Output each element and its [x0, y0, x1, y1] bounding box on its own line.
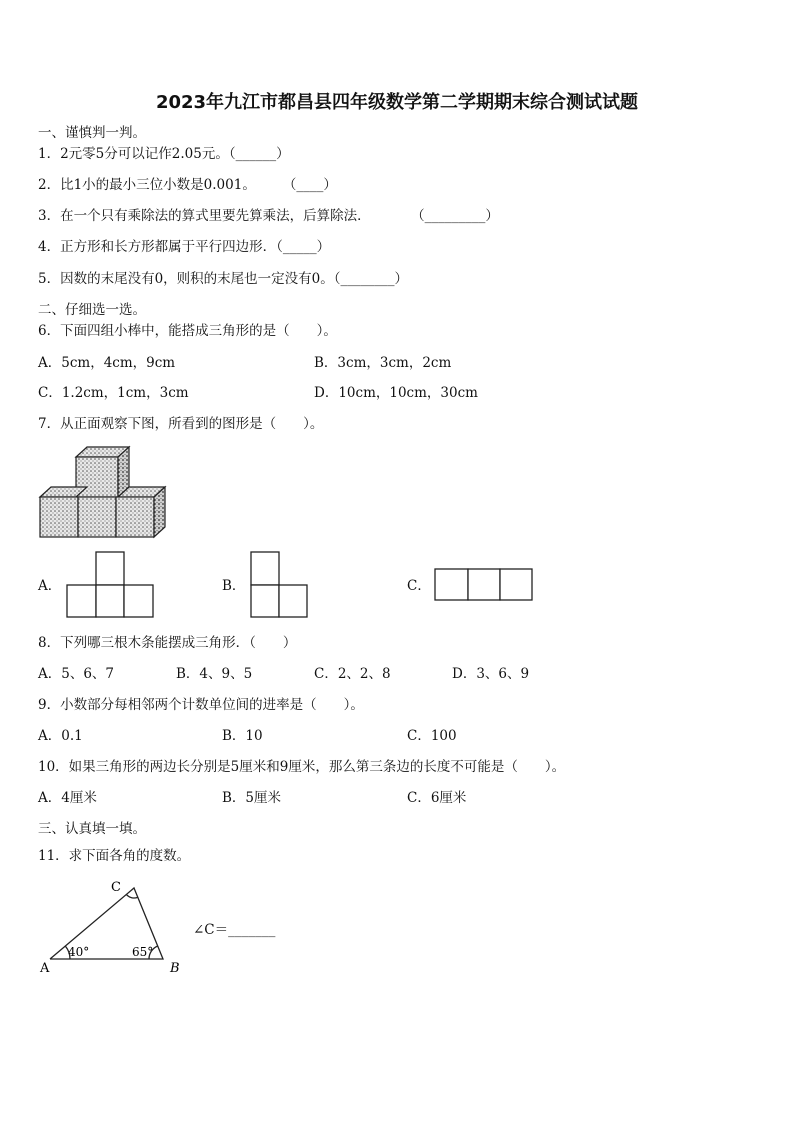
question-6-stem: 6．下面四组小棒中，能搭成三角形的是（ ）。	[38, 323, 337, 339]
question-10-stem: 10．如果三角形的两边长分别是5厘米和9厘米，那么第三条边的长度不可能是（ ）。	[38, 759, 566, 775]
question-9-option-c: C．100	[407, 728, 457, 744]
vertex-a-label: A	[40, 961, 50, 976]
question-7-option-c-figure	[432, 567, 536, 603]
question-11-stem: 11．求下面各角的度数。	[38, 848, 191, 864]
question-6-option-c: C．1.2cm，1cm，3cm	[38, 385, 189, 401]
question-9-option-b: B．10	[222, 728, 263, 744]
question-6-option-a: A．5cm，4cm，9cm	[38, 355, 176, 371]
question-10-option-c: C．6厘米	[407, 790, 467, 806]
question-8-option-a: A．5、6、7	[38, 666, 115, 682]
question-8-stem: 8．下列哪三根木条能摆成三角形．（ ）	[38, 635, 297, 651]
question-8-option-b: B．4、9、5	[176, 666, 253, 682]
angle-a-label: 40°	[68, 945, 90, 959]
question-7-option-c-label: C．	[407, 578, 431, 594]
question-9-option-a: A．0.1	[38, 728, 83, 744]
section-2-heading: 二、仔细选一选。	[38, 302, 146, 318]
section-1-heading: 一、谨慎判一判。	[38, 125, 146, 141]
question-6-option-d: D．10cm，10cm，30cm	[314, 385, 478, 401]
question-7-option-a-label: A．	[38, 578, 62, 594]
cube-stack-figure	[38, 442, 170, 540]
vertex-b-label: B	[170, 961, 180, 976]
question-7-option-b-label: B．	[222, 578, 246, 594]
question-8-option-c: C．2、2、8	[314, 666, 391, 682]
triangle-figure	[36, 872, 196, 980]
question-10-option-b: B．5厘米	[222, 790, 282, 806]
question-8-option-d: D．3、6、9	[452, 666, 530, 682]
question-7-stem: 7．从正面观察下图，所看到的图形是（ ）。	[38, 416, 324, 432]
vertex-c-label: C	[111, 880, 121, 895]
page-title: 2023年九江市都昌县四年级数学第二学期期末综合测试试题	[155, 92, 639, 113]
question-3: 3．在一个只有乘除法的算式里要先算乘法，后算除法． （_________）	[38, 208, 499, 224]
question-2: 2．比1小的最小三位小数是0.001。 （____）	[38, 177, 337, 193]
question-6-option-b: B．3cm，3cm，2cm	[314, 355, 452, 371]
section-3-heading: 三、认真填一填。	[38, 821, 146, 837]
angle-b-label: 65°	[132, 945, 154, 959]
question-7-option-a-figure	[64, 550, 156, 620]
question-10-option-a: A．4厘米	[38, 790, 97, 806]
question-4: 4．正方形和长方形都属于平行四边形．（_____）	[38, 239, 331, 255]
angle-c-arc	[126, 894, 137, 898]
question-9-stem: 9．小数部分每相邻两个计数单位间的进率是（ ）。	[38, 697, 364, 713]
question-11-answer-blank[interactable]: ∠C＝_______	[193, 922, 276, 938]
question-7-option-b-figure	[248, 550, 310, 620]
question-1: 1．2元零5分可以记作2.05元。（______）	[38, 146, 290, 162]
question-5: 5．因数的末尾没有0，则积的末尾也一定没有0。（________）	[38, 271, 409, 287]
